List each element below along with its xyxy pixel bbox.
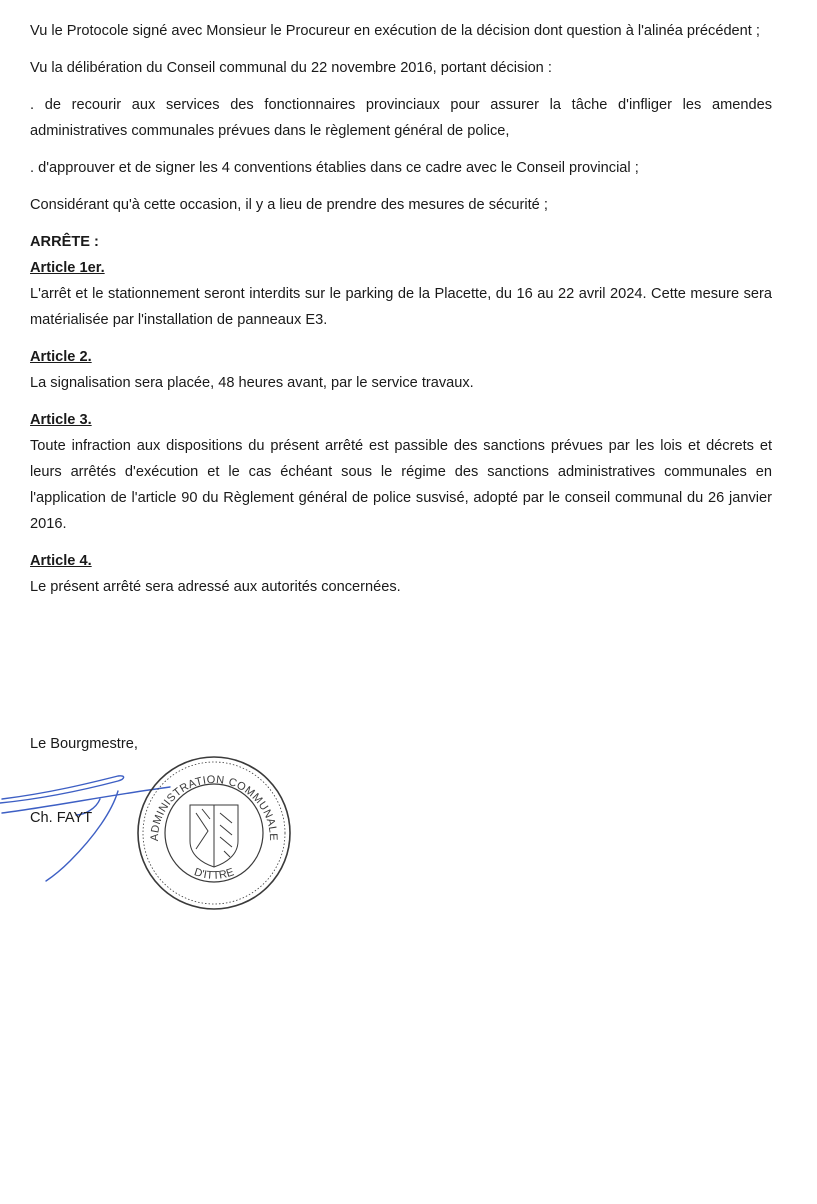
article-2-title: Article 2. <box>30 349 92 365</box>
signatory-name: Ch. FAYT <box>30 810 93 826</box>
article-4-title: Article 4. <box>30 553 92 569</box>
document-body <box>30 18 772 611</box>
signatory-role: Le Bourgmestre, <box>30 736 138 752</box>
paragraph-bullet-2: . d'approuver et de signer les 4 conventions établies dans ce cadre avec le Conseil provincial ; <box>30 160 639 176</box>
signature-block <box>30 731 430 931</box>
seal-bottom-text: D'ITTRE <box>192 866 236 882</box>
paragraph-vu-deliberation: Vu la délibération du Conseil communal du 22 novembre 2016, portant décision : <box>30 60 552 76</box>
article-3-title: Article 3. <box>30 412 92 428</box>
coat-of-arms-icon <box>190 805 238 867</box>
article-2-text: La signalisation sera placée, 48 heures avant, par le service travaux. <box>30 375 474 391</box>
municipal-seal <box>134 753 294 913</box>
paragraph-bullet-1: . de recourir aux services des fonctionnaires provinciaux pour assurer la tâche d'infliger les amendes administratives communales prévues dans le règlement général de police, <box>30 97 772 139</box>
article-3-text: Toute infraction aux dispositions du présent arrêté est passible des sanctions prévues par les lois et décrets et leurs arrêtés d'exécution et le cas échéant sous le régime des sanctions administratives communales en l'application de l'article 90 du Règlement général de police susvisé, adopté par le conseil communal du 26 janvier 2016. <box>30 438 772 532</box>
article-1-title: Article 1er. <box>30 260 105 276</box>
article-4-text: Le présent arrêté sera adressé aux autorités concernées. <box>30 579 401 595</box>
arrete-heading: ARRÊTE : <box>30 234 99 250</box>
article-1-text: L'arrêt et le stationnement seront interdits sur le parking de la Placette, du 16 au 22 avril 2024. Cette mesure sera matérialisée par l'installation de panneaux E3. <box>30 286 772 328</box>
seal-top-text: ADMINISTRATION COMMUNALE <box>148 773 280 842</box>
paragraph-vu-protocole: Vu le Protocole signé avec Monsieur le Procureur en exécution de la décision dont question à l'alinéa précédent ; <box>30 23 760 39</box>
paragraph-considerant: Considérant qu'à cette occasion, il y a lieu de prendre des mesures de sécurité ; <box>30 197 548 213</box>
